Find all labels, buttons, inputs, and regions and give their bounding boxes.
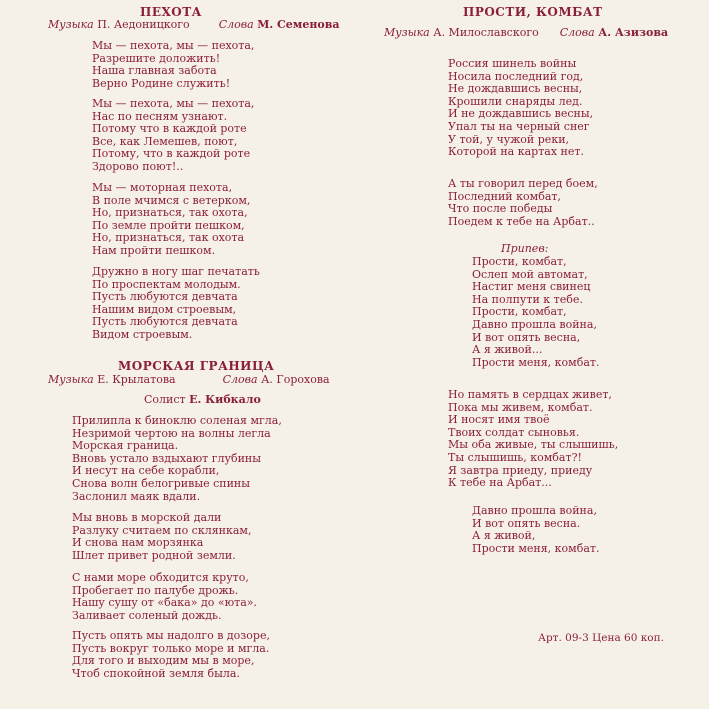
lyric-line: Упал ты на черный снег [448,119,590,133]
lyric-line: Потому что в каждой роте [92,122,247,136]
lyric-line: И вот опять весна. [472,516,581,530]
music-role: Музыка [384,26,430,39]
lyric-line: Наша главная забота [92,64,217,78]
song-title-pekhota: ПЕХОТА [140,5,202,19]
lyric-line: Прости, комбат, [472,305,567,319]
price-footer: Арт. 09-3 Цена 60 коп. [538,632,664,644]
lyric-line: Пробегает по палубе дрожь. [72,583,239,597]
lyric-line: Россия шинель войны [448,57,577,70]
music-name: А. Милославского [433,26,539,39]
lyric-line: Не дождавшись весны, [448,82,583,96]
lyric-line: Мы — пехота, мы — пехота, [92,97,255,110]
lyric-line: У той, у чужой реки, [448,132,570,146]
stanza [92,266,260,342]
lyric-line: Мы оба живые, ты слышишь, [448,438,619,452]
lyric-line: В поле мчимся с ветерком, [92,193,251,207]
song-title-morskaya-granitsa: МОРСКАЯ ГРАНИЦА [118,359,275,373]
stanza [448,58,593,159]
lyric-line: Разлуку считаем по склянкам, [72,523,252,537]
lyric-line: Шлет привет родной земли. [72,548,236,562]
lyric-line: Но память в сердцах живет, [448,388,612,401]
stanza [72,572,257,622]
lyric-line: Нам пройти пешком. [92,243,216,257]
lyric-line: Но, признаться, так охота, [92,206,248,220]
lyric-line: Которой на картах нет. [448,145,584,159]
refrain-stanza [472,256,599,369]
lyric-line: И снова нам морзянка [72,536,204,550]
lyric-line: Пока мы живем, комбат. [448,400,593,414]
lyric-line: Давно прошла война, [472,317,597,331]
lyric-line: Незримой чертою на волны легла [72,426,271,440]
lyric-line: Верно Родине служить! [92,76,231,90]
lyric-line: Последний комбат, [448,189,561,203]
words-role: Слова [218,18,254,31]
lyric-line: Мы вновь в морской дали [72,511,222,524]
stanza [72,415,282,503]
lyric-line: Для того и выходим мы в море, [72,654,255,668]
lyric-line: Я завтра приеду, приеду [448,463,593,477]
stanza [472,505,599,555]
lyric-line: И несут на себе корабли, [72,464,220,478]
lyric-line: Ты слышишь, комбат?! [448,450,582,464]
lyric-line: Прости меня, комбат. [472,541,600,555]
lyric-line: Нас по песням узнают. [92,109,228,123]
song-credits-prosti-kombat [384,26,668,39]
words-name: А. Азизова [598,26,669,39]
lyric-line: С нами море обходится круто, [72,571,249,584]
lyric-line: Пусть опять мы надолго в дозоре, [72,629,270,642]
lyric-line: Прилипла к биноклю соленая мгла, [72,414,282,427]
lyric-line: Заливает соленый дождь. [72,608,222,622]
words-name: М. Семенова [257,18,340,31]
lyric-line: Давно прошла война, [472,504,597,517]
lyric-line: Но, признаться, так охота [92,231,245,245]
lyric-line: А я живой, [472,529,536,543]
lyric-line: И носят имя твоё [448,413,550,427]
lyric-line: А ты говорил перед боем, [448,177,598,190]
lyric-line: Снова волн белогривые спины [72,476,250,490]
lyric-line: Нашим видом строевым, [92,302,237,316]
stanza [448,178,598,228]
lyric-line: И вот опять весна, [472,330,581,344]
lyric-line: Дружно в ногу шаг печатать [92,265,260,278]
music-role: Музыка [48,373,94,386]
lyric-line: Все, как Лемешев, поют, [92,134,238,148]
lyric-line: Морская граница. [72,439,179,453]
lyric-line: Пусть вокруг только море и мгла. [72,641,270,655]
soloist-name: Е. Кибкало [189,393,261,406]
lyric-line: Разрешите доложить! [92,51,221,65]
lyric-line: Твоих солдат сыновья. [448,425,580,439]
words-role: Слова [559,26,595,39]
song-title-prosti-kombat: ПРОСТИ, КОМБАТ [463,5,603,19]
lyric-line: По земле пройти пешком, [92,218,245,232]
stanza [92,98,254,174]
lyric-line: Потому, что в каждой роте [92,147,251,161]
music-role: Музыка [48,18,94,31]
song-credits-morskaya-granitsa [48,373,330,386]
lyric-line: Вновь устало вздыхают глубины [72,451,262,465]
soloist-label: Солист [144,393,186,406]
lyric-line: Носила последний год, [448,69,584,83]
lyric-line: Поедем к тебе на Арбат.. [448,214,595,228]
stanza [72,512,251,562]
song-credits-pekhota [48,18,340,31]
lyric-line: Здорово поют!.. [92,159,184,173]
lyric-line: Пусть любуются девчата [92,315,238,329]
lyric-line: Видом строевым. [92,327,193,341]
lyric-line: Ослеп мой автомат, [472,267,588,281]
lyric-line: К тебе на Арбат... [448,476,552,490]
lyric-line: А я живой... [472,343,543,357]
lyric-line: Нашу сушу от «бака» до «юта». [72,596,258,610]
lyric-line: Крошили снаряды лед. [448,94,583,108]
lyric-line: Настиг меня свинец [472,280,591,294]
lyric-line: И не дождавшись весны, [448,107,594,121]
stanza [92,182,250,258]
lyric-line: Мы — пехота, мы — пехота, [92,39,255,52]
music-name: П. Аедоницкого [97,18,190,31]
stanza [448,389,618,490]
stanza [92,40,254,90]
soloist-credit [144,393,261,406]
lyric-line: Что после победы [448,202,553,216]
lyric-line: Заслонил маяк вдали. [72,489,201,503]
lyric-line: Пусть любуются девчата [92,290,238,304]
words-role: Слова [222,373,258,386]
lyric-line: Мы — моторная пехота, [92,181,233,194]
words-name: А. Горохова [261,373,330,386]
refrain-label: Припев: [501,242,549,255]
lyric-line: Прости меня, комбат. [472,355,600,369]
lyric-line: Чтоб спокойной земля была. [72,666,240,680]
lyric-line: Прости, комбат, [472,255,567,268]
lyric-line: На полпути к тебе. [472,292,583,306]
stanza [72,630,270,680]
lyric-line: По проспектам молодым. [92,277,241,291]
music-name: Е. Крылатова [97,373,176,386]
